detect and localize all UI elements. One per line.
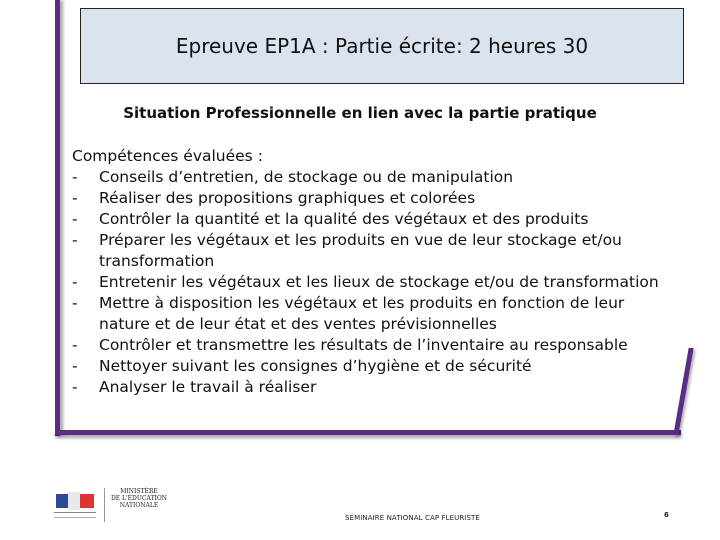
marianne-flag-icon xyxy=(52,490,98,518)
page-title: Epreuve EP1A : Partie écrite: 2 heures 30 xyxy=(175,34,589,58)
list-item: - Contrôler et transmettre les résultats de l’inventaire au responsable xyxy=(72,336,628,354)
footer-seminar-text: SÉMINAIRE NATIONAL CAP FLEURISTE xyxy=(345,514,480,522)
list-item: - Contrôler la quantité et la qualité des végétaux et des produits xyxy=(72,210,589,228)
competences-heading: Compétences évaluées : xyxy=(72,147,263,165)
list-item: - Analyser le travail à réaliser xyxy=(72,378,317,396)
frame-left-border xyxy=(55,0,60,436)
ministry-name: MINISTÈRE DE L'ÉDUCATION NATIONALE xyxy=(110,488,168,509)
list-item: - Nettoyer suivant les consignes d’hygiène et de sécurité xyxy=(72,357,532,375)
frame-right-border xyxy=(673,348,693,435)
list-item: - Mettre à disposition les végétaux et les produits en fonction de leur nature et de leur état et des ventes prévisionnelles xyxy=(72,294,625,333)
ministry-logo xyxy=(52,488,170,524)
list-item: - Conseils d’entretien, de stockage ou de manipulation xyxy=(72,168,514,186)
frame-bottom-border xyxy=(55,430,681,435)
list-item: - Réaliser des propositions graphiques et colorées xyxy=(72,189,476,207)
list-item: - Préparer les végétaux et les produits en vue de leur stockage et/ou transformation xyxy=(72,231,622,270)
title-box xyxy=(80,8,684,84)
competences-section xyxy=(72,146,672,398)
subtitle: Situation Professionnelle en lien avec la partie pratique xyxy=(123,104,597,122)
page-number: 6 xyxy=(664,511,669,519)
list-item: - Entretenir les végétaux et les lieux de stockage et/ou de transformation xyxy=(72,273,659,291)
competences-list xyxy=(72,167,672,398)
